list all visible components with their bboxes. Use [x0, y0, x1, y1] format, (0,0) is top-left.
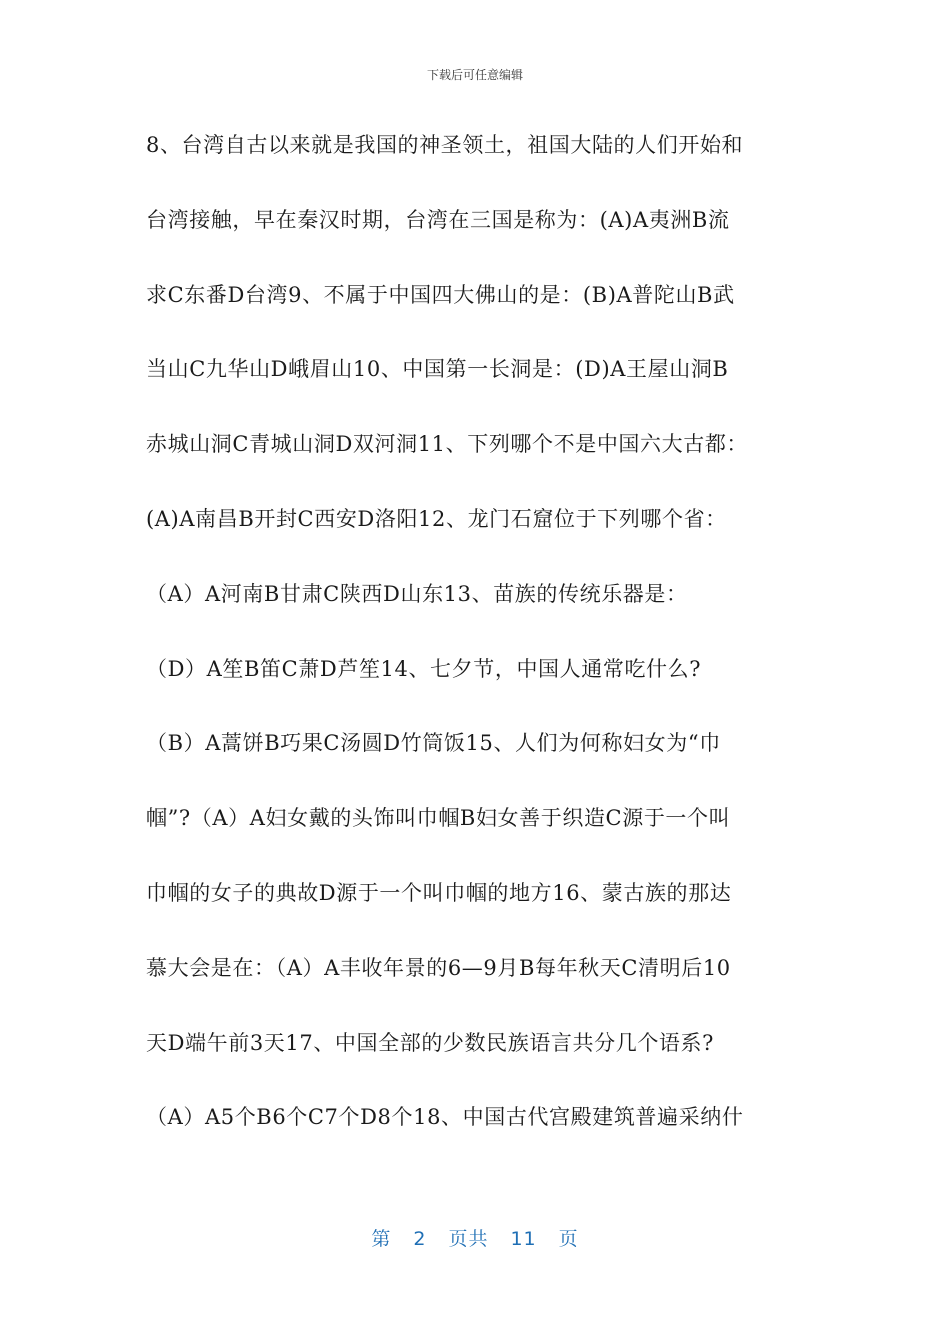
text-line: 慕大会是在：（A）A丰收年景的6—9月B每年秋天C清明后10 [146, 955, 731, 980]
text-line: 帼”?（A）A妇女戴的头饰叫巾帼B妇女善于织造C源于一个叫 [146, 806, 731, 831]
page-prefix: 第 [371, 1228, 392, 1250]
text-line: （D）A笙B笛C萧D芦笙14、七夕节，中国人通常吃什么? [146, 656, 702, 681]
text-line: 当山C九华山D峨眉山10、中国第一长洞是：(D)A王屋山洞B [146, 357, 729, 382]
text-line: （A）A河南B甘肃C陕西D山东13、苗族的传统乐器是： [146, 581, 688, 606]
text-line: 巾帼的女子的典故D源于一个叫巾帼的地方16、蒙古族的那达 [146, 880, 732, 905]
text-line: (A)A南昌B开封C西安D洛阳12、龙门石窟位于下列哪个省： [146, 506, 727, 531]
text-line: 台湾接触，早在秦汉时期，台湾在三国是称为：(A)A夷洲B流 [146, 207, 730, 232]
page-suffix: 页 [558, 1228, 579, 1250]
page-middle: 页共 [448, 1228, 489, 1250]
total-pages: 11 [510, 1228, 537, 1250]
current-page-number: 2 [413, 1228, 427, 1250]
text-line: （A）A5个B6个C7个D8个18、中国古代宫殿建筑普遍采纳什 [146, 1105, 744, 1130]
text-line: 赤城山洞C青城山洞D双河洞11、下列哪个不是中国六大古都： [146, 432, 749, 457]
text-line: 天D端午前3天17、中国全部的少数民族语言共分几个语系? [146, 1030, 714, 1055]
document-body [146, 122, 806, 1169]
page-header-note: 下载后可任意编辑 [426, 68, 523, 82]
text-line: 求C东番D台湾9、不属于中国四大佛山的是：(B)A普陀山B武 [146, 282, 735, 307]
text-line: 8、台湾自古以来就是我国的神圣领土，祖国大陆的人们开始和 [146, 133, 744, 157]
text-line: （B）A蒿饼B巧果C汤圆D竹筒饭15、人们为何称妇女为“巾 [146, 731, 721, 756]
page-footer [0, 1224, 950, 1251]
